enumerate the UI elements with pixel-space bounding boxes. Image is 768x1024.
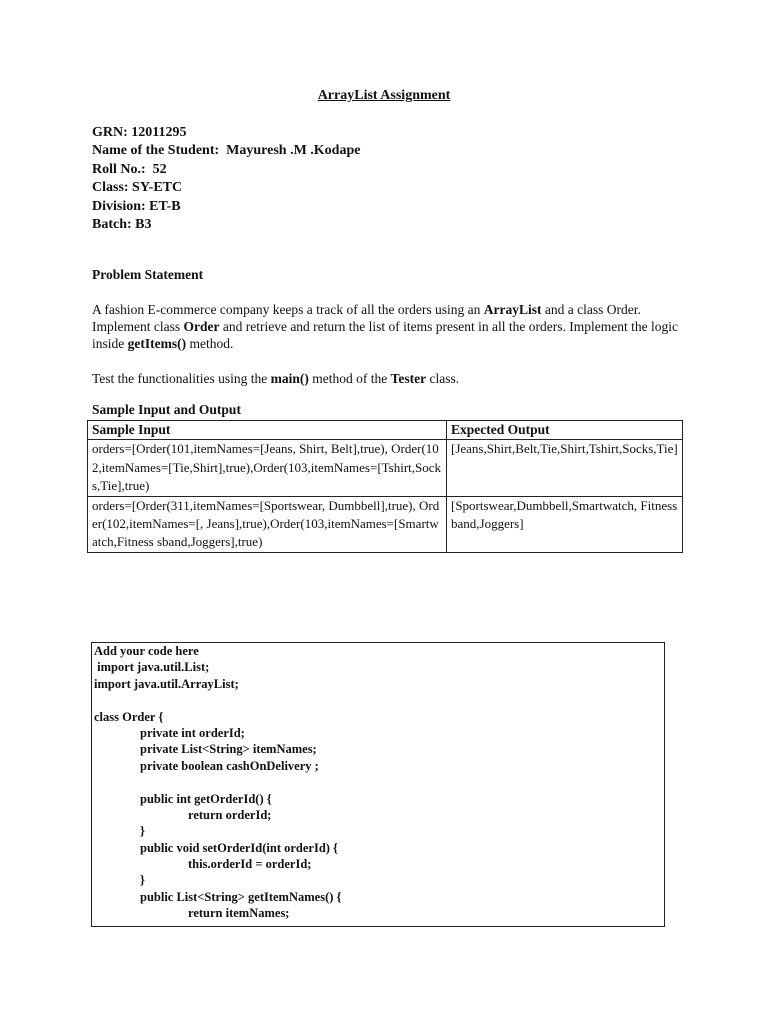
code-line: return itemNames; xyxy=(188,906,290,921)
expected-output-cell: [Sportswear,Dumbbell,Smartwatch, Fitnessband,Joggers] xyxy=(447,496,683,552)
problem-paragraph xyxy=(92,301,682,352)
para2-text-1: Test the functionalities using the xyxy=(92,371,271,386)
code-line: } xyxy=(140,824,145,839)
table-header-row xyxy=(88,421,683,440)
problem-statement-heading: Problem Statement xyxy=(92,267,204,282)
code-line: this.orderId = orderId; xyxy=(188,857,312,872)
code-line: private int orderId; xyxy=(140,725,245,740)
code-line: return orderId; xyxy=(188,807,272,822)
info-batch: Batch: B3 xyxy=(92,217,152,233)
sample-input-cell: orders=[Order(311,itemNames=[Sportswear, Dumbbell],true), Order(102,itemNames=[, Jeans],true),Order(103,itemNames=[Smartwatch,Fitness sband,Joggers],true) xyxy=(88,496,447,552)
expected-output-cell: [Jeans,Shirt,Belt,Tie,Shirt,Tshirt,Socks,Tie] xyxy=(447,440,683,496)
sample-input-cell: orders=[Order(101,itemNames=[Jeans, Shirt, Belt],true), Order(102,itemNames=[Tie,Shirt],true),Order(103,itemNames=[Tshirt,Socks,Tie],true) xyxy=(88,440,447,496)
header-expected-output: Expected Output xyxy=(447,421,683,440)
code-line: import java.util.ArrayList; xyxy=(94,676,239,691)
para1-text-4: method. xyxy=(186,336,234,351)
code-line: class Order { xyxy=(94,709,164,724)
student-info xyxy=(92,124,360,234)
info-division: Division: ET-B xyxy=(92,198,181,214)
para1-text-2: and a class Order. Implement class xyxy=(92,302,641,334)
table-row xyxy=(88,440,683,496)
para1-bold-getitems: getItems() xyxy=(127,336,187,351)
code-line xyxy=(94,692,664,708)
code-line: public int getOrderId() { xyxy=(140,791,272,806)
sample-io-heading: Sample Input and Output xyxy=(92,402,241,417)
code-line: } xyxy=(140,873,145,888)
code-line: private List<String> itemNames; xyxy=(140,742,317,757)
para1-text-3: and retrieve and return the list of items present in all the orders. Implement the logic inside xyxy=(92,319,678,351)
table-row xyxy=(88,496,683,552)
code-line: public void setOrderId(int orderId) { xyxy=(140,840,338,855)
test-paragraph xyxy=(92,370,682,387)
code-line: Add your code here xyxy=(94,644,199,658)
info-class: Class: SY-ETC xyxy=(92,180,183,196)
code-box xyxy=(91,642,665,927)
para1-text-1: A fashion E-commerce company keeps a track of all the orders using an xyxy=(92,302,484,317)
para2-text-2: method of the xyxy=(308,371,391,386)
header-sample-input: Sample Input xyxy=(88,421,447,440)
para1-bold-order: Order xyxy=(183,319,220,334)
code-line: private boolean cashOnDelivery ; xyxy=(140,758,319,773)
info-student-name: Name of the Student: Mayuresh .M .Kodape xyxy=(92,143,361,159)
sample-io-table xyxy=(87,420,683,553)
info-grn: GRN: 12011295 xyxy=(92,125,187,140)
code-line: import java.util.List; xyxy=(94,660,210,675)
info-roll-no: Roll No.: 52 xyxy=(92,161,167,177)
para2-text-3: class. xyxy=(426,371,460,386)
code-line xyxy=(94,774,664,790)
para2-bold-tester: Tester xyxy=(390,371,427,386)
para2-bold-main: main() xyxy=(270,371,309,386)
code-line: public List<String> getItemNames() { xyxy=(140,889,342,904)
para1-bold-arraylist: ArrayList xyxy=(483,302,542,317)
document-title: ArrayList Assignment xyxy=(317,88,451,103)
